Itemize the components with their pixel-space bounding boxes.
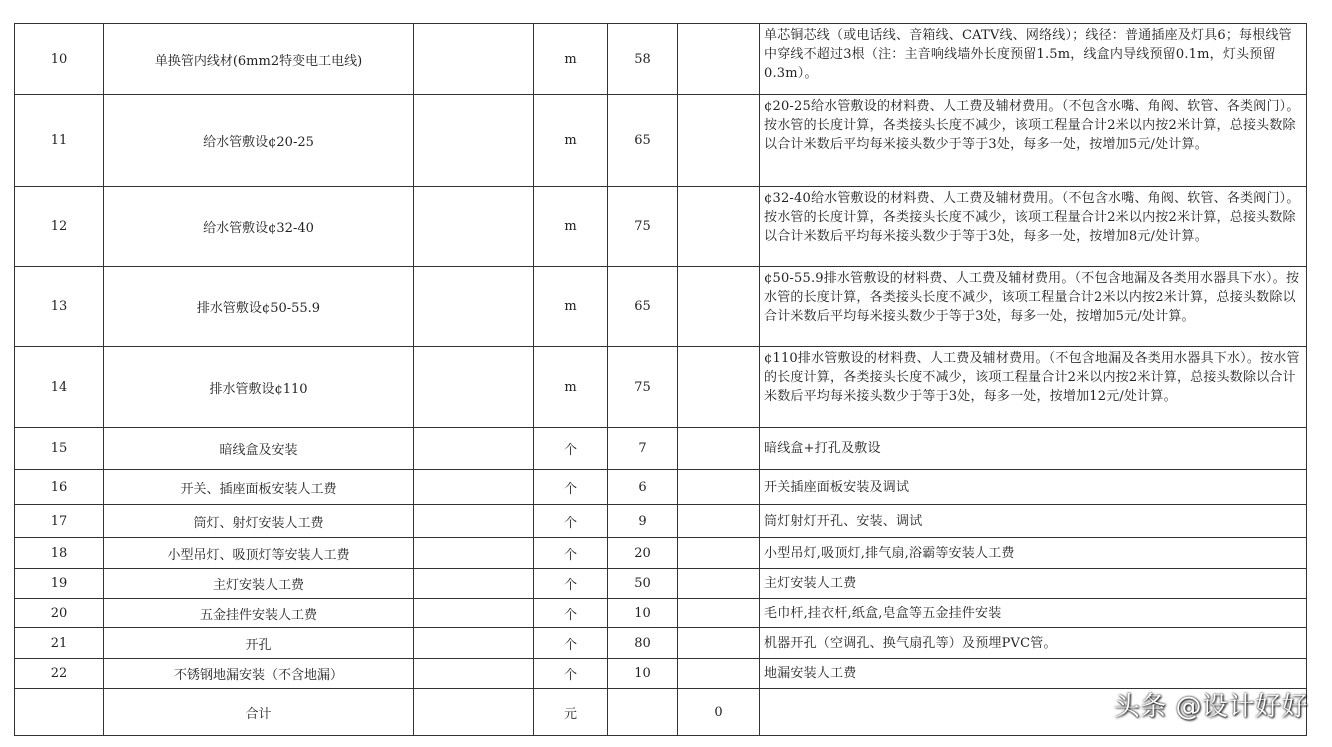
item-name: 主灯安装人工费 [104,569,414,599]
watermark: 头条 @设计好好 [1113,692,1308,722]
item-total [678,428,760,470]
item-price: 6 [608,470,678,505]
item-unit: 个 [534,538,608,569]
summary-unit: 元 [534,689,608,736]
item-spec [414,599,534,628]
item-number: 20 [15,599,104,628]
item-total [678,569,760,599]
item-total [678,628,760,659]
item-price: 65 [608,267,678,347]
table-row [15,347,1307,428]
item-price: 80 [608,628,678,659]
item-number: 17 [15,505,104,538]
item-description: ¢20-25给水管敷设的材料费、人工费及辅材费用。（不包含水嘴、角阀、软管、各类阀门）。按水管的长度计算，各类接头长度不减少，该项工程量合计2米以内按2米计算，总接头数除以合计米数后平均每米接头数少于等于3处，每多一处，按增加5元/处计算。 [760,95,1307,187]
item-name: 排水管敷设¢50-55.9 [104,267,414,347]
summary-spec [414,689,534,736]
item-number: 10 [15,24,104,95]
item-unit: 个 [534,470,608,505]
item-description: 筒灯射灯开孔、安装、调试 [760,505,1307,538]
item-total [678,95,760,187]
item-description: 毛巾杆,挂衣杆,纸盒,皂盒等五金挂件安装 [760,599,1307,628]
item-unit: 个 [534,599,608,628]
item-unit: m [534,95,608,187]
item-spec [414,659,534,689]
table-row [15,538,1307,569]
item-number: 22 [15,659,104,689]
item-price: 10 [608,659,678,689]
item-name: 不锈钢地漏安装（不含地漏） [104,659,414,689]
table-row [15,267,1307,347]
item-price: 75 [608,347,678,428]
item-unit: 个 [534,505,608,538]
summary-price [608,689,678,736]
item-description: 单芯铜芯线（或电话线、音箱线、CATV线、网络线）；线径：普通插座及灯具6；每根线管中穿线不超过3根（注：主音响线墙外长度预留1.5m，线盒内导线预留0.1m，灯头预留0.3m）。 [760,24,1307,95]
item-price: 50 [608,569,678,599]
table-row [15,628,1307,659]
item-description: 暗线盒+打孔及敷设 [760,428,1307,470]
table-row [15,569,1307,599]
item-spec [414,428,534,470]
item-total [678,505,760,538]
table-row [15,428,1307,470]
item-name: 单换管内线材(6mm2特变电工电线) [104,24,414,95]
item-total [678,267,760,347]
item-unit: 个 [534,659,608,689]
item-unit: m [534,267,608,347]
item-total [678,659,760,689]
item-number: 19 [15,569,104,599]
item-unit: m [534,187,608,267]
item-number: 14 [15,347,104,428]
table-row [15,599,1307,628]
item-price: 9 [608,505,678,538]
item-spec [414,569,534,599]
item-name: 暗线盒及安装 [104,428,414,470]
table-row [15,470,1307,505]
item-number: 18 [15,538,104,569]
item-unit: 个 [534,428,608,470]
item-name: 给水管敷设¢20-25 [104,95,414,187]
item-total [678,599,760,628]
item-unit: m [534,347,608,428]
table-row [15,95,1307,187]
item-price: 20 [608,538,678,569]
quote-table [14,23,1307,736]
item-name: 开孔 [104,628,414,659]
item-description: ¢50-55.9排水管敷设的材料费、人工费及辅材费用。（不包含地漏及各类用水器具下水）。按水管的长度计算，各类接头长度不减少，该项工程量合计2米以内按2米计算，总接头数除以合计米数后平均每米接头数少于等于3处，每多一处，按增加5元/处计算。 [760,267,1307,347]
item-number: 21 [15,628,104,659]
item-description: 机器开孔（空调孔、换气扇孔等）及预埋PVC管。 [760,628,1307,659]
item-total [678,24,760,95]
item-spec [414,267,534,347]
item-spec [414,95,534,187]
item-unit: 个 [534,569,608,599]
item-unit: m [534,24,608,95]
item-name: 筒灯、射灯安装人工费 [104,505,414,538]
summary-label: 合计 [104,689,414,736]
item-description: 地漏安装人工费 [760,659,1307,689]
item-total [678,538,760,569]
item-spec [414,470,534,505]
item-name: 给水管敷设¢32-40 [104,187,414,267]
item-price: 58 [608,24,678,95]
item-description: 开关插座面板安装及调试 [760,470,1307,505]
item-total [678,347,760,428]
item-name: 小型吊灯、吸顶灯等安装人工费 [104,538,414,569]
summary-total: 0 [678,689,760,736]
item-price: 65 [608,95,678,187]
table-row [15,505,1307,538]
item-description: 小型吊灯,吸顶灯,排气扇,浴霸等安装人工费 [760,538,1307,569]
item-name: 排水管敷设¢110 [104,347,414,428]
summary-number [15,689,104,736]
item-total [678,187,760,267]
item-description: 主灯安装人工费 [760,569,1307,599]
item-number: 13 [15,267,104,347]
item-name: 五金挂件安装人工费 [104,599,414,628]
item-spec [414,347,534,428]
item-unit: 个 [534,628,608,659]
item-description: ¢110排水管敷设的材料费、人工费及辅材费用。（不包含地漏及各类用水器具下水）。按水管的长度计算，各类接头长度不减少，该项工程量合计2米以内按2米计算，总接头数除以合计米数后平均每米接头数少于等于3处，每多一处，按增加12元/处计算。 [760,347,1307,428]
item-name: 开关、插座面板安装人工费 [104,470,414,505]
item-number: 11 [15,95,104,187]
item-spec [414,187,534,267]
summary-row [15,689,1307,736]
item-spec [414,538,534,569]
table-row [15,659,1307,689]
table-row [15,24,1307,95]
item-price: 7 [608,428,678,470]
table-row [15,187,1307,267]
item-spec [414,628,534,659]
item-price: 75 [608,187,678,267]
item-price: 10 [608,599,678,628]
item-number: 15 [15,428,104,470]
item-number: 16 [15,470,104,505]
item-description: ¢32-40给水管敷设的材料费、人工费及辅材费用。（不包含水嘴、角阀、软管、各类阀门）。 按水管的长度计算，各类接头长度不减少，该项工程量合计2米以内按2米计算，总接头数除以合计米数后平均每米接头数少于等于3处，每多一处，按增加8元/处计算。 [760,187,1307,267]
item-spec [414,24,534,95]
item-total [678,470,760,505]
item-number: 12 [15,187,104,267]
item-spec [414,505,534,538]
